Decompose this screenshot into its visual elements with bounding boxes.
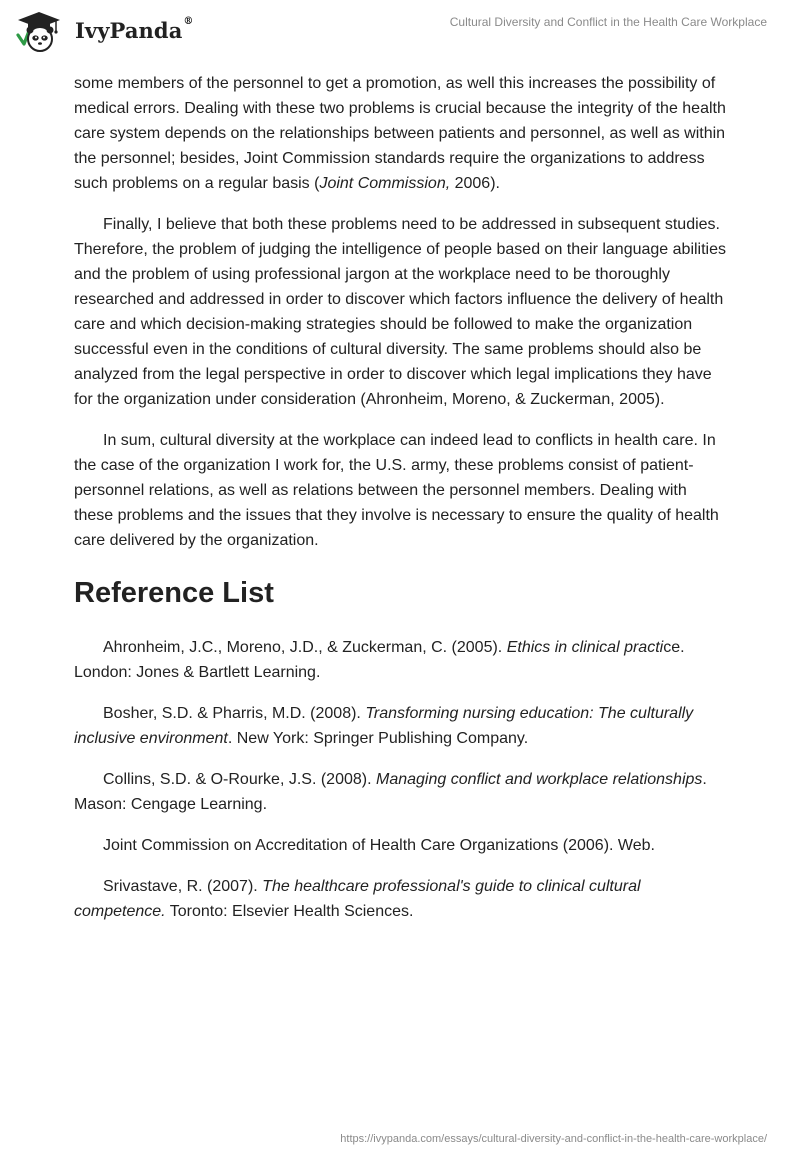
registered-mark: ® bbox=[183, 16, 194, 27]
page-header bbox=[0, 0, 800, 60]
reference-publisher: . New York: Springer Publishing Company. bbox=[227, 730, 529, 747]
paragraph-1 bbox=[74, 71, 730, 196]
paragraph-2: Finally, I believe that both these problems need to be addressed in subsequent studies. Therefore, the problem of judging the intelligence of people based on their language abilities and the problem of using professional jargon at the workplace need to be thoroughly researched and addressed in order to discover which factors influence the delivery of health care and which decision-making strategies should be followed to make the organization successful even in the conditions of cultural diversity. The same problems should also be analyzed from the legal perspective in order to discover which legal implications they have for the organization under consideration (Ahronheim, Moreno, & Zuckerman, 2005). bbox=[74, 216, 726, 408]
reference-title: Transforming nursing education: The culturally inclusive environment bbox=[74, 705, 694, 747]
paragraph-3: In sum, cultural diversity at the workplace can indeed lead to conflicts in health care. In the case of the organization I work for, the U.S. army, these problems consist of patient-personnel relations, as well as relations between the personnel members. Dealing with these problems and the issues that they involve is necessary to ensure the quality of health care delivered by the organization. bbox=[74, 432, 719, 549]
reference-item bbox=[74, 635, 730, 685]
reference-item bbox=[74, 701, 730, 751]
reference-author: Ahronheim, J.C., Moreno, J.D., & Zuckerman, C. (2005). bbox=[103, 639, 507, 656]
paragraph-1-text-end: 2006). bbox=[450, 175, 500, 192]
panda-graduate-logo-icon[interactable] bbox=[16, 9, 62, 53]
reference-title: The healthcare professional's guide to clinical cultural competence. bbox=[74, 878, 641, 920]
reference-author: Srivastave, R. (2007). bbox=[103, 878, 263, 895]
reference-title: Ethics in clinical practi bbox=[506, 639, 664, 656]
reference-item bbox=[74, 833, 730, 858]
reference-title: Managing conflict and workplace relationships bbox=[375, 771, 703, 788]
brand-text: IvyPanda bbox=[75, 18, 183, 43]
reference-item bbox=[74, 874, 730, 924]
essay-content bbox=[74, 71, 730, 940]
reference-author: Collins, S.D. & O-Rourke, J.S. (2008). bbox=[103, 771, 376, 788]
reference-publisher: . Mason: Cengage Learning. bbox=[74, 771, 707, 813]
reference-publisher: ce. London: Jones & Bartlett Learning. bbox=[74, 639, 685, 681]
document-title: Cultural Diversity and Conflict in the Health Care Workplace bbox=[449, 15, 767, 29]
source-url-link[interactable]: https://ivypanda.com/essays/cultural-diversity-and-conflict-in-the-health-care-workplace/ bbox=[340, 1133, 767, 1145]
brand-name[interactable] bbox=[75, 18, 194, 43]
reference-item bbox=[74, 767, 730, 817]
paragraph-1-text: some members of the personnel to get a promotion, as well this increases the possibility of medical errors. Dealing with these two problems is crucial because the integrity of the health care system depends on the relationships between patients and personnel, as well as within the personnel; besides, Joint Commission standards require the organizations to address such problems on a regular basis ( bbox=[74, 75, 726, 192]
reference-author: Bosher, S.D. & Pharris, M.D. (2008). bbox=[103, 705, 366, 722]
reference-list-heading: Reference List bbox=[74, 577, 274, 609]
reference-publisher: Toronto: Elsevier Health Sciences. bbox=[165, 903, 414, 920]
paragraph-1-italic: Joint Commission, bbox=[319, 175, 451, 192]
reference-author: Joint Commission on Accreditation of Health Care Organizations (2006). Web. bbox=[103, 837, 655, 854]
